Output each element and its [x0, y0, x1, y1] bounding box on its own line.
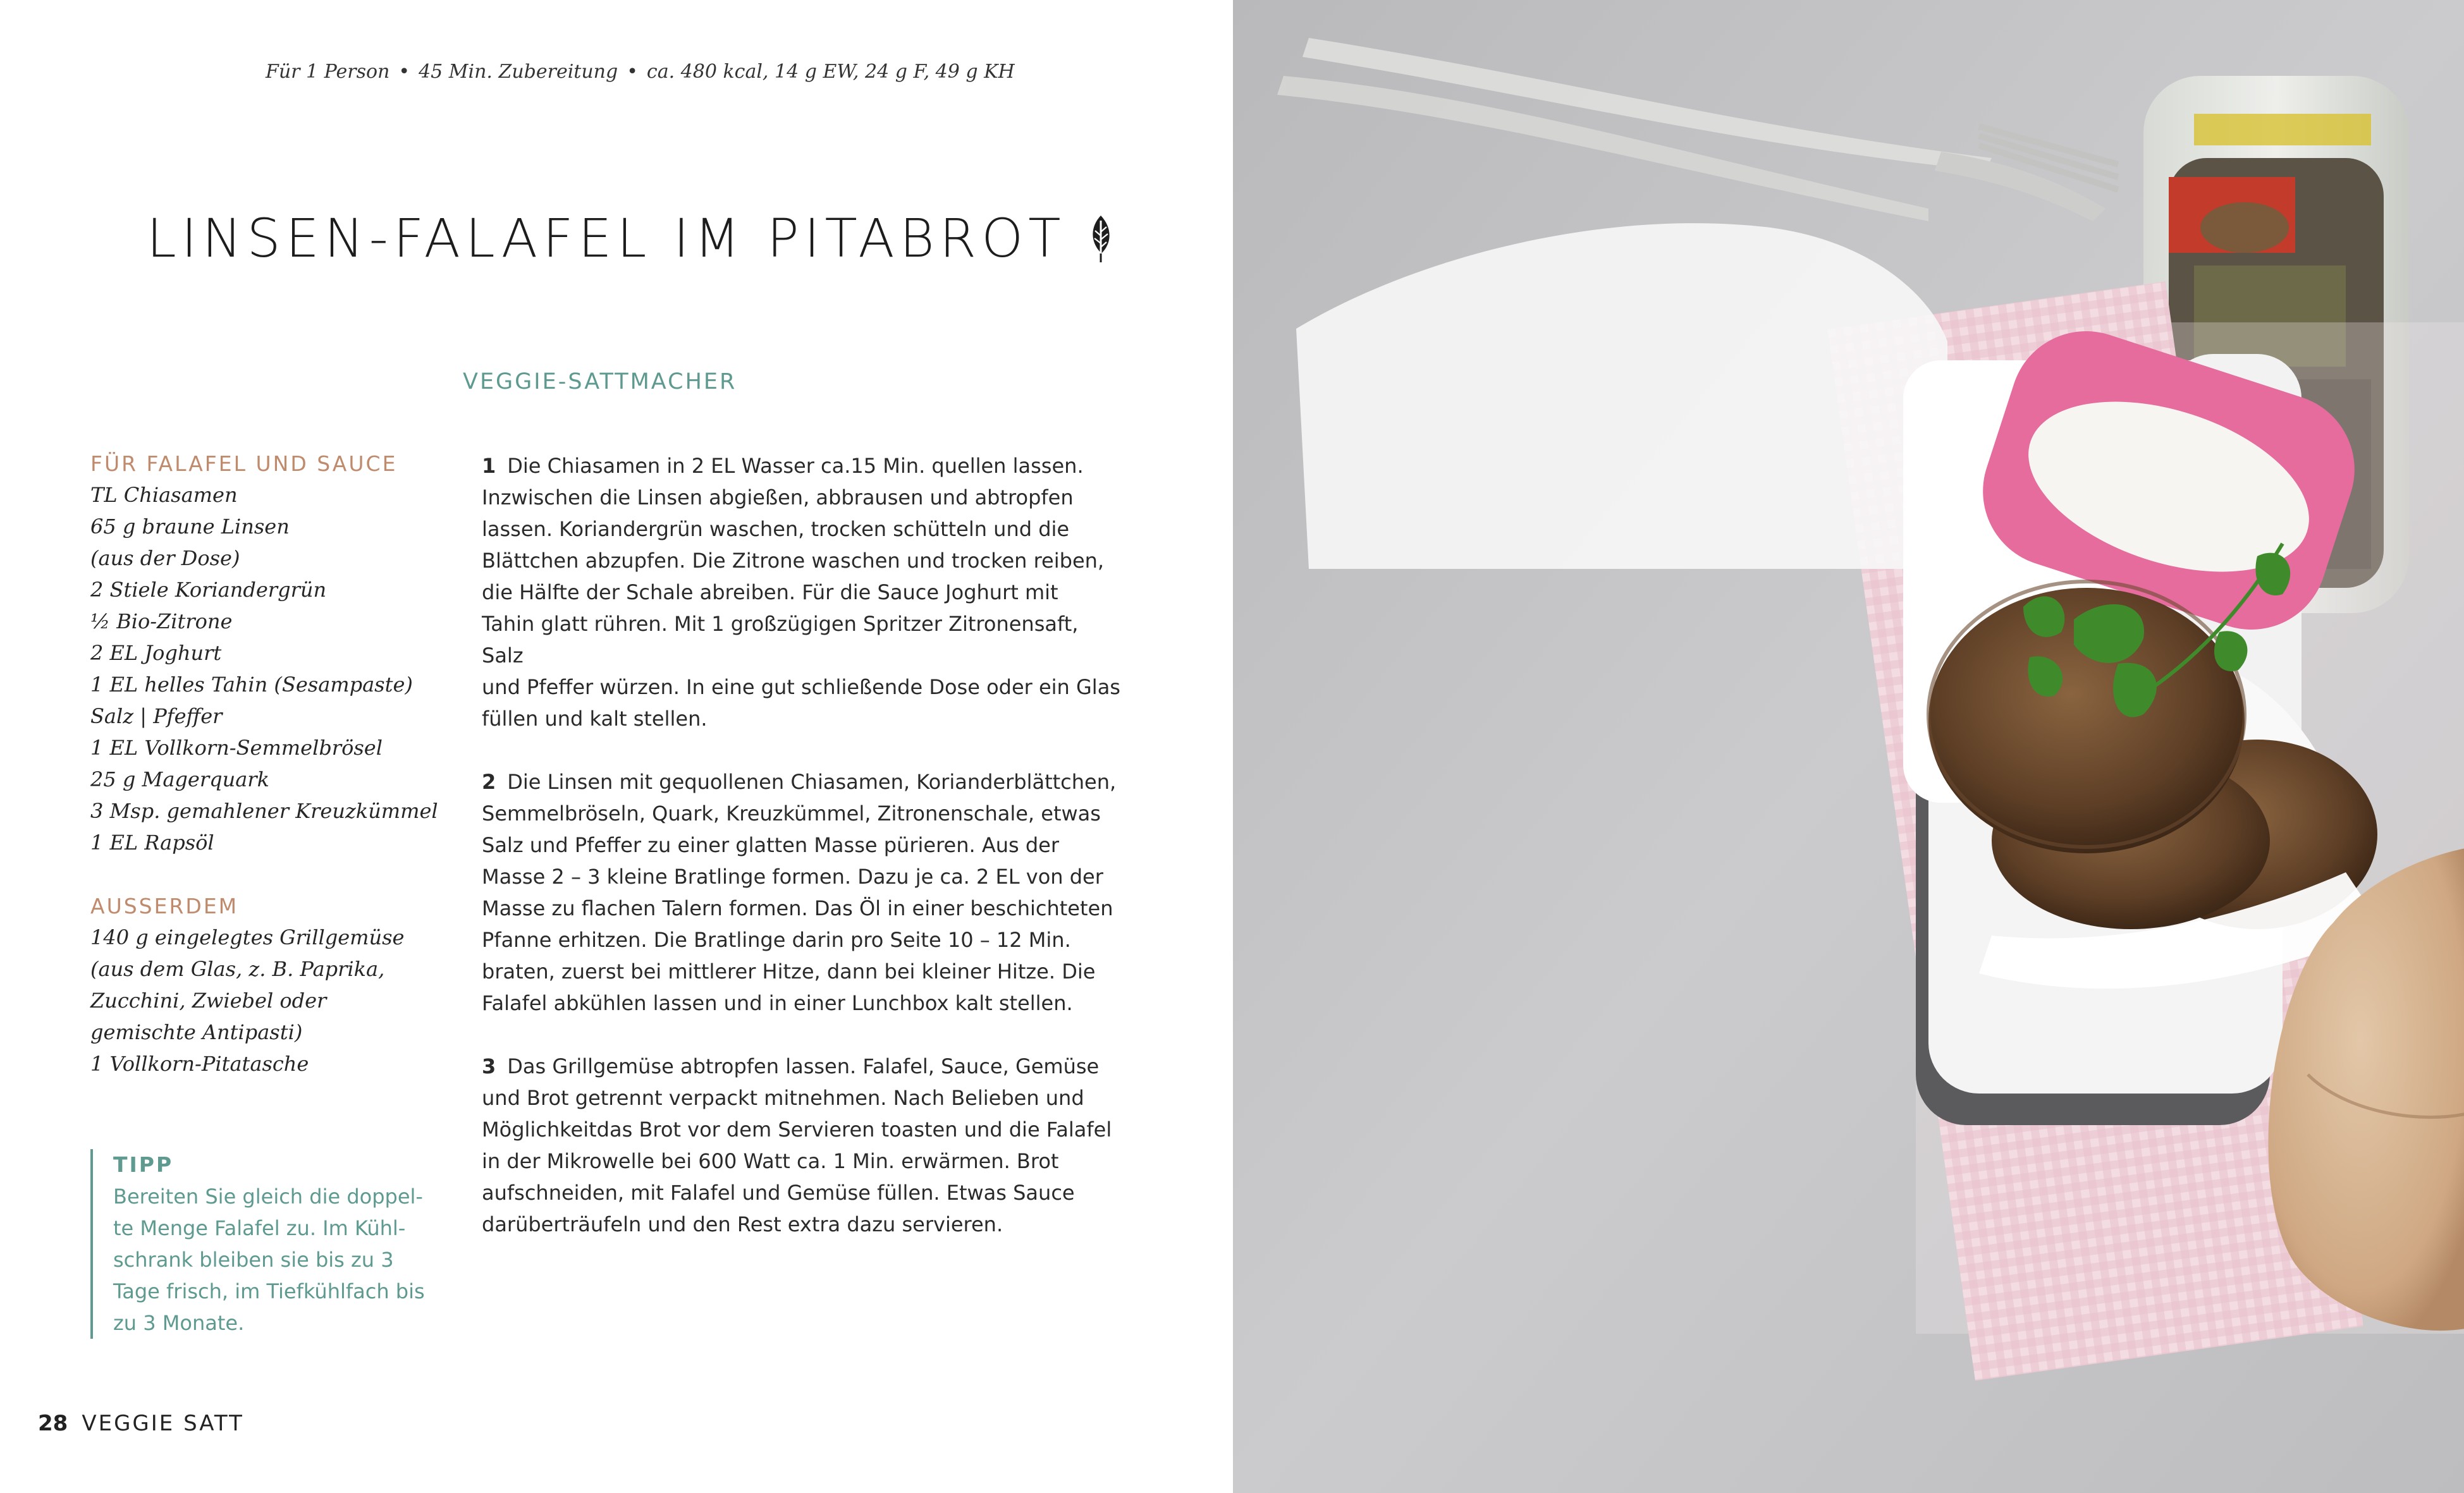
food-photo — [1233, 0, 2464, 1493]
ingredient-item: 1 EL helles Tahin (Sesampaste) — [90, 673, 413, 697]
ingredient-item: 1 Vollkorn-Pitatasche — [90, 1052, 309, 1076]
ingredient-item: 140 g eingelegtes Grillgemüse — [90, 925, 405, 949]
meta-separator: • — [627, 61, 638, 83]
tip-heading: TIPP — [113, 1152, 174, 1177]
recipe-subtitle: VEGGIE-SATTMACHER — [463, 369, 737, 394]
prep-time-text: 45 Min. Zubereitung — [419, 61, 618, 83]
ingredient-item: ½ Bio-Zitrone — [90, 609, 233, 633]
ingredient-list-extra — [90, 922, 404, 1080]
section-name: VEGGIE SATT — [82, 1411, 244, 1436]
ingredient-item: 25 g Magerquark — [90, 767, 269, 791]
step-number: 3 — [482, 1054, 496, 1078]
recipe-title: LINSEN-FALAFEL IM PITABROT — [147, 207, 1066, 269]
ingredient-item: 1 EL Rapsöl — [90, 831, 214, 855]
ingredient-item: Salz | Pfeffer — [90, 704, 223, 728]
tip-text: Bereiten Sie gleich die doppel- te Menge Falafel zu. Im Kühl- schrank bleiben sie bis zu 3 Tage frisch, im Tiefkühlfach bis zu 3 Monate. — [113, 1185, 425, 1335]
page-footer — [38, 1411, 244, 1436]
step-text: Das Grillgemüse abtropfen lassen. Falafel, Sauce, Gemüse und Brot getrennt verpackt mitnehmen. Nach Belieben und Möglichkeitdas Brot vor dem Servieren toasten und die Falafel in der Mikrowelle bei 600 Watt ca. 1 Min. erwärmen. Brot aufschneiden, mit Falafel und Gemüse füllen. Etwas Sauce darüberträufeln und den Rest extra dazu servieren. — [482, 1054, 1112, 1236]
food-photo-illustration — [1233, 0, 2464, 1493]
ingredient-item: 65 g braune Linsen — [90, 515, 290, 539]
ingredients-heading-falafel: FÜR FALAFEL UND SAUCE — [90, 451, 398, 476]
servings-text: Für 1 Person — [266, 61, 390, 83]
title-row — [147, 207, 1117, 269]
leaf-icon — [1085, 213, 1117, 264]
ingredient-list-falafel — [90, 479, 438, 858]
ingredient-item: TL Chiasamen — [90, 483, 238, 507]
ingredient-item: (aus der Dose) — [90, 546, 240, 570]
ingredient-item: Zucchini, Zwiebel oder — [90, 989, 327, 1013]
step-text: Die Linsen mit gequollenen Chiasamen, Korianderblättchen, Semmelbröseln, Quark, Kreuzkümmel, Zitronenschale, etwas Salz und Pfeffer zu einer glatten Masse pürieren. Aus der Masse 2 – 3 kleine Bratlinge formen. Dazu je ca. 2 EL von der Masse zu flachen Talern formen. Das Öl in einer beschichteten Pfanne erhitzen. Die Bratlinge darin pro Seite 10 – 12 Min. braten, zuerst bei mittlerer Hitze, dann bei kleiner Hitze. Die Falafel abkühlen lassen und in einer Lunchbox kalt stellen. — [482, 770, 1117, 1015]
instruction-step — [482, 766, 1120, 1019]
nutrition-text: ca. 480 kcal, 14 g EW, 24 g F, 49 g KH — [646, 61, 1015, 83]
step-text: Die Chiasamen in 2 EL Wasser ca.15 Min. quellen lassen. Inzwischen die Linsen abgießen, abbrausen und abtropfen lassen. Koriandergrün waschen, trocken schütteln und die Blättchen abzupfen. Die Zitrone waschen und trocken reiben, die Hälfte der Schale abreiben. Für die Sauce Joghurt mit Tahin glatt rühren. Mit 1 großzügigen Spritzer Zitronensaft, Salz und Pfeffer würzen. In eine gut schließende Dose oder ein Glas füllen und kalt stellen. — [482, 454, 1120, 731]
recipe-meta-line — [266, 61, 1015, 83]
tip-box — [90, 1149, 455, 1339]
ingredient-item: gemischte Antipasti) — [90, 1020, 303, 1044]
instruction-step — [482, 450, 1120, 734]
instructions — [482, 450, 1120, 1272]
meta-separator: • — [398, 61, 410, 83]
ingredients-heading-extra: AUSSERDEM — [90, 894, 239, 918]
page-number: 28 — [38, 1411, 68, 1436]
instruction-step — [482, 1051, 1120, 1240]
ingredient-item: (aus dem Glas, z. B. Paprika, — [90, 957, 385, 981]
step-number: 2 — [482, 770, 496, 794]
ingredient-item: 2 EL Joghurt — [90, 641, 222, 665]
ingredient-item: 1 EL Vollkorn-Semmelbrösel — [90, 736, 383, 760]
ingredient-item: 3 Msp. gemahlener Kreuzkümmel — [90, 799, 438, 823]
ingredient-item: 2 Stiele Koriandergrün — [90, 578, 327, 602]
step-number: 1 — [482, 454, 496, 478]
